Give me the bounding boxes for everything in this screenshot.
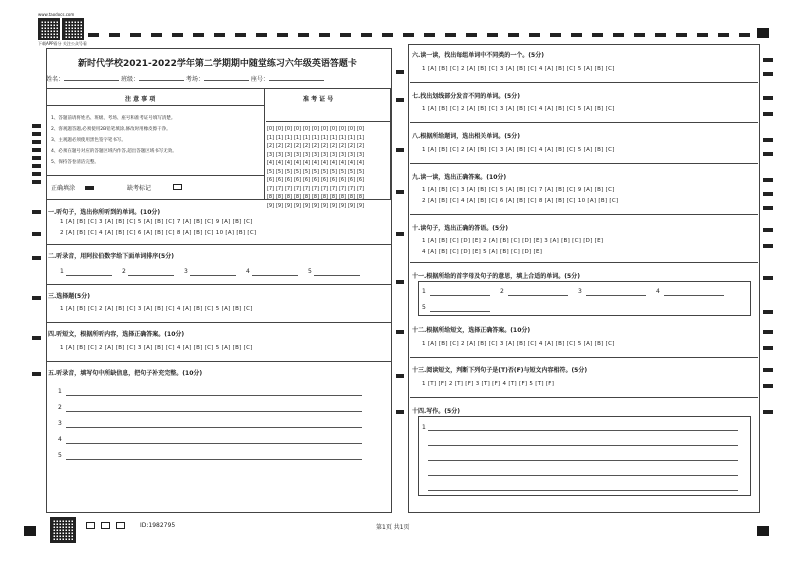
timing-mark bbox=[763, 276, 773, 280]
timing-mark bbox=[592, 33, 603, 37]
id-digit: [8] bbox=[275, 194, 284, 200]
id-digit: [9] bbox=[320, 202, 329, 209]
id-digit: [4] bbox=[275, 160, 284, 166]
id-digit: [8] bbox=[266, 194, 275, 200]
timing-mark bbox=[32, 172, 41, 176]
section-9-row: 1 [A] [B] [C] 3 [A] [B] [C] 5 [A] [B] [C] 7 [A] [B] [C] 9 [A] [B] [C] bbox=[422, 187, 615, 193]
timing-mark bbox=[718, 33, 729, 37]
line-number: 3 bbox=[58, 420, 62, 427]
timing-mark bbox=[655, 33, 666, 37]
id-digit: [5] bbox=[338, 168, 347, 175]
timing-mark bbox=[396, 374, 404, 378]
timing-mark bbox=[32, 256, 41, 260]
timing-mark bbox=[32, 336, 41, 340]
id-digit: [4] bbox=[302, 160, 311, 166]
id-digit: [4] bbox=[356, 160, 365, 166]
blank-number: 4 bbox=[656, 288, 660, 295]
section-1-title: 一.听句子，选出你所听到的单词。(10分) bbox=[48, 209, 161, 216]
id-digit: [3] bbox=[320, 151, 329, 158]
id-digit: [8] bbox=[329, 194, 338, 200]
id-digit: [8] bbox=[293, 194, 302, 200]
name-label: 姓名： bbox=[46, 76, 65, 83]
id-digit: [8] bbox=[284, 194, 293, 200]
id-digit: [8] bbox=[320, 194, 329, 200]
id-digit: [7] bbox=[302, 185, 311, 192]
section-10-row: 1 [A] [B] [C] [D] [E] 2 [A] [B] [C] [D] [E] 3 [A] [B] [C] [D] [E] bbox=[422, 238, 604, 244]
id-digit: [9] bbox=[275, 202, 284, 209]
timing-mark bbox=[739, 33, 750, 37]
timing-mark bbox=[32, 156, 41, 160]
id-digit: [0] bbox=[347, 126, 356, 132]
timing-mark bbox=[396, 148, 404, 152]
blank-number: 5 bbox=[308, 268, 312, 275]
absent-mark-label: 缺考标记 bbox=[127, 183, 182, 192]
correct-fill-label: 正确填涂 bbox=[51, 183, 94, 192]
id-digit: [9] bbox=[338, 202, 347, 209]
blank-number: 1 bbox=[422, 288, 426, 295]
qr-code-top bbox=[38, 18, 60, 40]
id-digit: [1] bbox=[311, 134, 320, 141]
id-digit: [5] bbox=[347, 168, 356, 175]
timing-mark bbox=[763, 206, 773, 210]
timing-mark bbox=[193, 33, 204, 37]
id-digit: [5] bbox=[311, 168, 320, 175]
id-digit: [5] bbox=[284, 168, 293, 175]
blank-number: 1 bbox=[60, 268, 64, 275]
timing-mark bbox=[32, 124, 41, 128]
timing-mark bbox=[396, 232, 404, 236]
id-digit: [8] bbox=[356, 194, 365, 200]
id-digit: [6] bbox=[302, 177, 311, 183]
id-digit: [3] bbox=[293, 151, 302, 158]
id-digit: [1] bbox=[338, 134, 347, 141]
timing-mark bbox=[487, 33, 498, 37]
id-digit: [3] bbox=[311, 151, 320, 158]
timing-mark bbox=[396, 98, 404, 102]
id-digit: [2] bbox=[266, 143, 275, 149]
exam-id-heading: 准 考 证 号 bbox=[303, 96, 334, 103]
timing-mark bbox=[529, 33, 540, 37]
id-digit: [7] bbox=[266, 185, 275, 192]
id-digit: [1] bbox=[356, 134, 365, 141]
id-digit: [1] bbox=[284, 134, 293, 141]
id-digit: [0] bbox=[284, 126, 293, 132]
id-digit: [4] bbox=[266, 160, 275, 166]
timing-mark bbox=[763, 58, 773, 62]
id-digit: [1] bbox=[266, 134, 275, 141]
timing-mark bbox=[214, 33, 225, 37]
section-8-row: 1 [A] [B] [C] 2 [A] [B] [C] 3 [A] [B] [C] 4 [A] [B] [C] 5 [A] [B] [C] bbox=[422, 147, 615, 153]
id-digit: [9] bbox=[293, 202, 302, 209]
id-digit: [9] bbox=[311, 202, 320, 209]
id-digit: [3] bbox=[266, 151, 275, 158]
line-number: 2 bbox=[58, 404, 62, 411]
section-13-row: 1 [T] [F] 2 [T] [F] 3 [T] [F] 4 [T] [F] 5 [T] [F] bbox=[422, 381, 555, 387]
id-digit: [4] bbox=[311, 160, 320, 166]
timing-mark bbox=[396, 70, 404, 74]
section-3-row: 1 [A] [B] [C] 2 [A] [B] [C] 3 [A] [B] [C] 4 [A] [B] [C] 5 [A] [B] [C] bbox=[60, 306, 253, 312]
timing-mark bbox=[32, 132, 41, 136]
timing-mark bbox=[109, 33, 120, 37]
timing-mark bbox=[32, 232, 41, 236]
line-number: 5 bbox=[58, 452, 62, 459]
footer-boxes bbox=[86, 522, 125, 531]
timing-mark bbox=[445, 33, 456, 37]
id-digit: [1] bbox=[275, 134, 284, 141]
id-digit: [8] bbox=[302, 194, 311, 200]
id-digit: [6] bbox=[320, 177, 329, 183]
section-2-title: 二.听录音，用阿拉伯数字给下面单词排序(5分) bbox=[48, 253, 174, 260]
id-digit: [8] bbox=[338, 194, 347, 200]
timing-mark bbox=[32, 180, 41, 184]
id-digit: [7] bbox=[284, 185, 293, 192]
timing-mark bbox=[763, 310, 773, 314]
timing-mark bbox=[763, 330, 773, 334]
id-digit: [6] bbox=[329, 177, 338, 183]
line-number: 4 bbox=[58, 436, 62, 443]
id-digit: [6] bbox=[338, 177, 347, 183]
id-digit: [4] bbox=[320, 160, 329, 166]
timing-mark bbox=[763, 138, 773, 142]
notice-item: 5、保持答卷清洁完整。 bbox=[51, 160, 99, 165]
blank-number: 2 bbox=[500, 288, 504, 295]
timing-mark bbox=[396, 190, 404, 194]
timing-mark bbox=[151, 33, 162, 37]
timing-mark bbox=[571, 33, 582, 37]
id-digit: [0] bbox=[293, 126, 302, 132]
timing-mark bbox=[763, 346, 773, 350]
section-9-title: 九.读一读，选出正确答案。(10分) bbox=[412, 174, 507, 181]
room-label: 考场： bbox=[185, 76, 204, 83]
id-digit: [0] bbox=[320, 126, 329, 132]
id-digit: [6] bbox=[275, 177, 284, 183]
timing-mark bbox=[256, 33, 267, 37]
notice-heading: 注 意 事 项 bbox=[125, 96, 156, 103]
id-digit: [2] bbox=[320, 143, 329, 149]
timing-mark bbox=[763, 112, 773, 116]
timing-mark bbox=[396, 330, 404, 334]
section-6-row: 1 [A] [B] [C] 2 [A] [B] [C] 3 [A] [B] [C] 4 [A] [B] [C] 5 [A] [B] [C] bbox=[422, 66, 615, 72]
timing-mark bbox=[613, 33, 624, 37]
line-number: 1 bbox=[58, 388, 62, 395]
timing-mark bbox=[361, 33, 372, 37]
id-digit: [8] bbox=[347, 194, 356, 200]
notice-item: 4、必须在题号对应的答题区域内作答,超出答题区域书写无效。 bbox=[51, 149, 177, 154]
id-digit: [2] bbox=[338, 143, 347, 149]
timing-mark bbox=[340, 33, 351, 37]
blank-number: 5 bbox=[422, 304, 426, 311]
timing-mark bbox=[382, 33, 393, 37]
timing-mark bbox=[32, 140, 41, 144]
id-digit: [9] bbox=[266, 202, 275, 209]
id-digit: [6] bbox=[266, 177, 275, 183]
timing-mark bbox=[32, 296, 41, 300]
id-digit: [0] bbox=[266, 126, 275, 132]
timing-mark bbox=[466, 33, 477, 37]
section-7-row: 1 [A] [B] [C] 2 [A] [B] [C] 3 [A] [B] [C] 4 [A] [B] [C] 5 [A] [B] [C] bbox=[422, 106, 615, 112]
qr-code-top-2 bbox=[62, 18, 84, 40]
id-digit: [2] bbox=[302, 143, 311, 149]
id-digit: [3] bbox=[347, 151, 356, 158]
timing-mark bbox=[550, 33, 561, 37]
id-digit: [3] bbox=[338, 151, 347, 158]
id-digit: [9] bbox=[329, 202, 338, 209]
id-digit: [2] bbox=[347, 143, 356, 149]
id-digit: [3] bbox=[275, 151, 284, 158]
corner-mark-br bbox=[757, 526, 769, 536]
blank-number: 4 bbox=[246, 268, 250, 275]
id-digit: [4] bbox=[347, 160, 356, 166]
timing-mark bbox=[763, 368, 773, 372]
page-title: 新时代学校2021-2022学年第二学期期中随堂练习六年级英语答题卡 bbox=[78, 59, 357, 69]
timing-mark bbox=[697, 33, 708, 37]
id-digit: [2] bbox=[329, 143, 338, 149]
id-digit: [0] bbox=[329, 126, 338, 132]
id-digit: [2] bbox=[284, 143, 293, 149]
section-10-title: 十.读句子，选出正确的答语。(5分) bbox=[412, 225, 508, 232]
qr-caption: 下载APP看分 关注公众号看 bbox=[38, 41, 87, 46]
timing-mark bbox=[763, 228, 773, 232]
section-5-title: 五.听录音，填写句中所缺信息，把句子补充完整。(10分) bbox=[48, 370, 203, 377]
timing-mark bbox=[32, 148, 41, 152]
section-12-title: 十二.根据所给短文，选择正确答案。(10分) bbox=[412, 327, 531, 334]
section-3-title: 三.选择题(5分) bbox=[48, 293, 90, 300]
id-digit: [0] bbox=[356, 126, 365, 132]
timing-mark bbox=[277, 33, 288, 37]
id-digit: [2] bbox=[293, 143, 302, 149]
id-digit: [3] bbox=[302, 151, 311, 158]
id-digit: [7] bbox=[311, 185, 320, 192]
timing-mark bbox=[763, 96, 773, 100]
id-digit: [4] bbox=[284, 160, 293, 166]
timing-mark bbox=[763, 384, 773, 388]
timing-mark bbox=[88, 33, 99, 37]
section-7-title: 七.找出划线部分发音不同的单词。(5分) bbox=[412, 93, 520, 100]
section-1-row: 2 [A] [B] [C] 4 [A] [B] [C] 6 [A] [B] [C] 8 [A] [B] [C] 10 [A] [B] [C] bbox=[60, 230, 257, 236]
section-6-title: 六.读一读，找出每组单词中不同类的一个。(5分) bbox=[412, 52, 544, 59]
id-digit: [8] bbox=[311, 194, 320, 200]
timing-mark bbox=[424, 33, 435, 37]
timing-mark bbox=[396, 410, 404, 414]
timing-mark bbox=[676, 33, 687, 37]
id-digit: [3] bbox=[284, 151, 293, 158]
id-digit: [5] bbox=[293, 168, 302, 175]
id-digit: [7] bbox=[356, 185, 365, 192]
section-12-row: 1 [A] [B] [C] 2 [A] [B] [C] 3 [A] [B] [C] 4 [A] [B] [C] 5 [A] [B] [C] bbox=[422, 341, 615, 347]
class-label: 班级： bbox=[120, 76, 139, 83]
timing-mark bbox=[508, 33, 519, 37]
timing-mark bbox=[763, 410, 773, 414]
timing-mark bbox=[172, 33, 183, 37]
section-1-row: 1 [A] [B] [C] 3 [A] [B] [C] 5 [A] [B] [C] 7 [A] [B] [C] 9 [A] [B] [C] bbox=[60, 219, 253, 225]
id-digit: [5] bbox=[275, 168, 284, 175]
timing-mark bbox=[298, 33, 309, 37]
id-digit: [4] bbox=[293, 160, 302, 166]
id-digit: [1] bbox=[329, 134, 338, 141]
id-digit: [6] bbox=[293, 177, 302, 183]
footer-page: 第1页 共1页 bbox=[376, 524, 410, 531]
timing-mark bbox=[763, 192, 773, 196]
id-digit: [7] bbox=[275, 185, 284, 192]
blank-number: 2 bbox=[122, 268, 126, 275]
timing-mark bbox=[763, 72, 773, 76]
blank-number: 3 bbox=[578, 288, 582, 295]
section-11-title: 十一.根据所给的首字母及句子的意思，填上合适的单词。(5分) bbox=[412, 273, 580, 280]
timing-mark bbox=[32, 164, 41, 168]
id-digit: [7] bbox=[320, 185, 329, 192]
section-10-row: 4 [A] [B] [C] [D] [E] 5 [A] [B] [C] [D] [E] bbox=[422, 249, 543, 255]
id-digit: [5] bbox=[329, 168, 338, 175]
corner-mark-bl bbox=[24, 526, 36, 536]
timing-mark bbox=[32, 372, 41, 376]
id-digit: [7] bbox=[338, 185, 347, 192]
id-digit: [0] bbox=[338, 126, 347, 132]
timing-mark bbox=[763, 152, 773, 156]
id-digit: [0] bbox=[275, 126, 284, 132]
id-digit: [1] bbox=[320, 134, 329, 141]
id-digit: [6] bbox=[347, 177, 356, 183]
id-digit: [6] bbox=[356, 177, 365, 183]
id-digit: [5] bbox=[302, 168, 311, 175]
id-digit: [9] bbox=[356, 202, 365, 209]
id-digit: [5] bbox=[266, 168, 275, 175]
timing-mark bbox=[403, 33, 414, 37]
writing-number: 1 bbox=[422, 424, 426, 431]
id-digit: [3] bbox=[329, 151, 338, 158]
id-digit: [6] bbox=[284, 177, 293, 183]
id-digit: [0] bbox=[311, 126, 320, 132]
blank-number: 3 bbox=[184, 268, 188, 275]
timing-mark bbox=[32, 210, 41, 214]
id-digit: [9] bbox=[302, 202, 311, 209]
id-digit: [2] bbox=[356, 143, 365, 149]
corner-mark-tr bbox=[757, 28, 769, 38]
id-digit: [2] bbox=[311, 143, 320, 149]
id-digit: [0] bbox=[302, 126, 311, 132]
id-digit: [7] bbox=[293, 185, 302, 192]
notice-item: 2、客观题答题,必须使用2B铅笔填涂,修改时用橡皮擦干净。 bbox=[51, 127, 171, 132]
timing-mark bbox=[763, 178, 773, 182]
id-digit: [4] bbox=[329, 160, 338, 166]
id-digit: [5] bbox=[320, 168, 329, 175]
id-digit: [9] bbox=[347, 202, 356, 209]
id-digit: [4] bbox=[338, 160, 347, 166]
id-digit: [3] bbox=[356, 151, 365, 158]
footer-id: ID:1982795 bbox=[140, 522, 176, 529]
timing-mark bbox=[396, 280, 404, 284]
section-9-row: 2 [A] [B] [C] 4 [A] [B] [C] 6 [A] [B] [C] 8 [A] [B] [C] 10 [A] [B] [C] bbox=[422, 198, 619, 204]
id-digit: [1] bbox=[347, 134, 356, 141]
section-4-title: 四.听短文，根据所听内容，选择正确答案。(10分) bbox=[48, 331, 185, 338]
watermark: www.taodocs.com bbox=[38, 12, 75, 17]
id-digit: [9] bbox=[284, 202, 293, 209]
timing-mark bbox=[763, 244, 773, 248]
id-digit: [7] bbox=[329, 185, 338, 192]
notice-item: 3、主观题必须使用黑色签字笔书写。 bbox=[51, 138, 126, 143]
id-digit: [5] bbox=[356, 168, 365, 175]
id-digit: [7] bbox=[347, 185, 356, 192]
notice-item: 1、答题前请将姓名、班级、考场、座号和准考证号填写清楚。 bbox=[51, 116, 176, 121]
id-digit: [2] bbox=[275, 143, 284, 149]
section-14-title: 十四.写作。(5分) bbox=[412, 408, 460, 415]
section-4-row: 1 [A] [B] [C] 2 [A] [B] [C] 3 [A] [B] [C] 4 [A] [B] [C] 5 [A] [B] [C] bbox=[60, 345, 253, 351]
id-digit: [1] bbox=[293, 134, 302, 141]
timing-mark bbox=[634, 33, 645, 37]
timing-mark bbox=[130, 33, 141, 37]
id-digit: [6] bbox=[311, 177, 320, 183]
section-13-title: 十三.阅读短文，判断下列句子是(T)否(F)与短文内容相符。(5分) bbox=[412, 367, 588, 374]
timing-mark bbox=[319, 33, 330, 37]
seat-label: 座号： bbox=[250, 76, 269, 83]
id-digit: [1] bbox=[302, 134, 311, 141]
timing-mark bbox=[235, 33, 246, 37]
qr-code-bottom bbox=[50, 517, 76, 543]
section-8-title: 八.根据所给题词，选出相关单词。(5分) bbox=[412, 133, 520, 140]
